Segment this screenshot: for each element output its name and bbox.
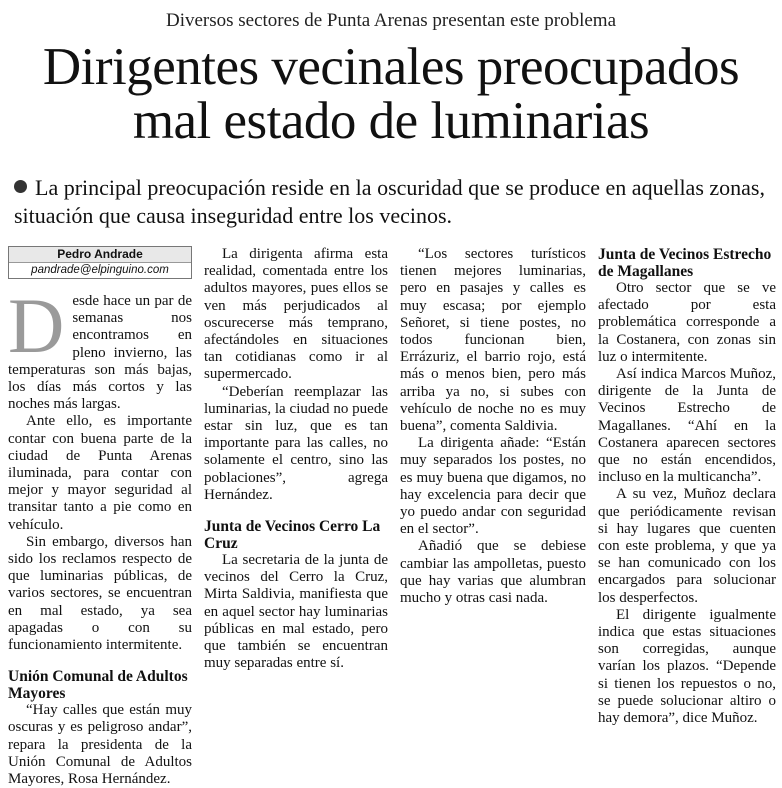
byline-box [8, 246, 192, 279]
paragraph: Añadió que se debiese cambiar las ampolletas, puesto que hay varias que alumbran mucho y otras casi nada. [400, 538, 586, 607]
opening-paragraph [8, 282, 192, 413]
paragraph: “Deberían reemplazar las luminarias, la ciudad no puede estar sin luz, que es tan importante para las calles, no solamente el centro, sino las poblaciones”, agrega Hernández. [204, 383, 388, 503]
column-3 [400, 246, 586, 731]
section-heading-cerro-la-cruz: Junta de Vecinos Cerro La Cruz [204, 518, 381, 553]
headline-line-2: mal estado de luminarias [132, 92, 650, 150]
paragraph: Otro sector que se ve afectado por esta problemática corresponde a la Costanera, con zonas sin luz o intermitente. [598, 280, 776, 365]
paragraph: Sin embargo, diversos han sido los reclamos respecto de que luminarias públicas, de varios sectores, se encuentran en mal estado, ya sea apagadas o con su funcionamiento intermitente. [8, 533, 192, 654]
column-1 [8, 246, 192, 788]
section-heading-estrecho-magallanes: Junta de Vecinos Estrecho de Magallanes [598, 246, 772, 280]
paragraph: A su vez, Muñoz declara que periódicamente revisan si hay lugares que cuenten con este problema, y que ya se han comunicado con los encargados para solucionar los desperfectos. [598, 486, 776, 606]
paragraph: La secretaria de la junta de vecinos del Cerro la Cruz, Mirta Saldivia, manifiesta que en aquel sector hay luminarias públicas en mal estado, pero que también se encuentran muy separadas entre sí. [204, 552, 388, 672]
paragraph: La dirigenta añade: “Están muy separados los postes, no es muy buena que digamos, no hay excelencia para decir que yo puedo andar con seguridad en el sector”. [400, 435, 586, 538]
section-heading-adultos-mayores: Unión Comunal de Adultos Mayores [8, 668, 188, 703]
article-headline [0, 40, 782, 148]
paragraph: Ante ello, es importante contar con buena parte de la ciudad de Punta Arenas iluminada, para contar con mejor y mayor seguridad al transitar tanto a pie como en vehículo. [8, 413, 192, 533]
paragraph: Así indica Marcos Muñoz, dirigente de la Junta de Vecinos Estrecho de Magallanes. “Ahí en la Costanera aparecen sectores que no están encendidos, incluso en la multicancha”. [598, 366, 776, 486]
paragraph: “Hay calles que están muy oscuras y es peligroso andar”, repara la presidenta de la Unión Comunal de Adultos Mayores, Rosa Hernández. [8, 702, 192, 788]
article-lede [14, 174, 770, 230]
article-kicker: Diversos sectores de Punta Arenas presentan este problema [165, 10, 617, 31]
paragraph: “Los sectores turísticos tienen mejores luminarias, pero en pasajes y calles es muy escasa; por ejemplo Señoret, si tiene postes, no todos funcionan bien, Errázuriz, el barrio rojo, está más o menos bien, pero más arriba ya no, si subes con vehículo de noche no es muy buena”, comenta Saldivia. [400, 246, 586, 435]
column-2 [204, 246, 388, 731]
column-4 [598, 246, 776, 731]
lede-text: La principal preocupación reside en la oscuridad que se produce en aquellas zonas, situación que causa inseguridad entre los vecinos. [14, 175, 765, 228]
headline-line-1: Dirigentes vecinales preocupados [42, 38, 740, 96]
paragraph: El dirigente igualmente indica que estas situaciones son corregidas, aunque varían los plazos. “Depende si tienen los repuestos o no, se puede solucionar altiro o hay demora”, dice Muñoz. [598, 606, 776, 727]
drop-cap: D [8, 282, 65, 369]
paragraph: La dirigenta afirma esta realidad, comentada entre los adultos mayores, pues ellos se ven más perjudicados al oscurecerse más temprano, afectándoles en situaciones tan cotidianas como ir al supermercado. [204, 246, 388, 383]
paragraph: esde hace un par de semanas nos encontramos en pleno invierno, las temperaturas son más bajas, los días más cortos y las noches más largas. [8, 293, 192, 413]
byline-email: pandrade@elpinguino.com [31, 264, 169, 276]
byline-author: Pedro Andrade [9, 247, 191, 263]
bullet-icon [14, 180, 27, 193]
